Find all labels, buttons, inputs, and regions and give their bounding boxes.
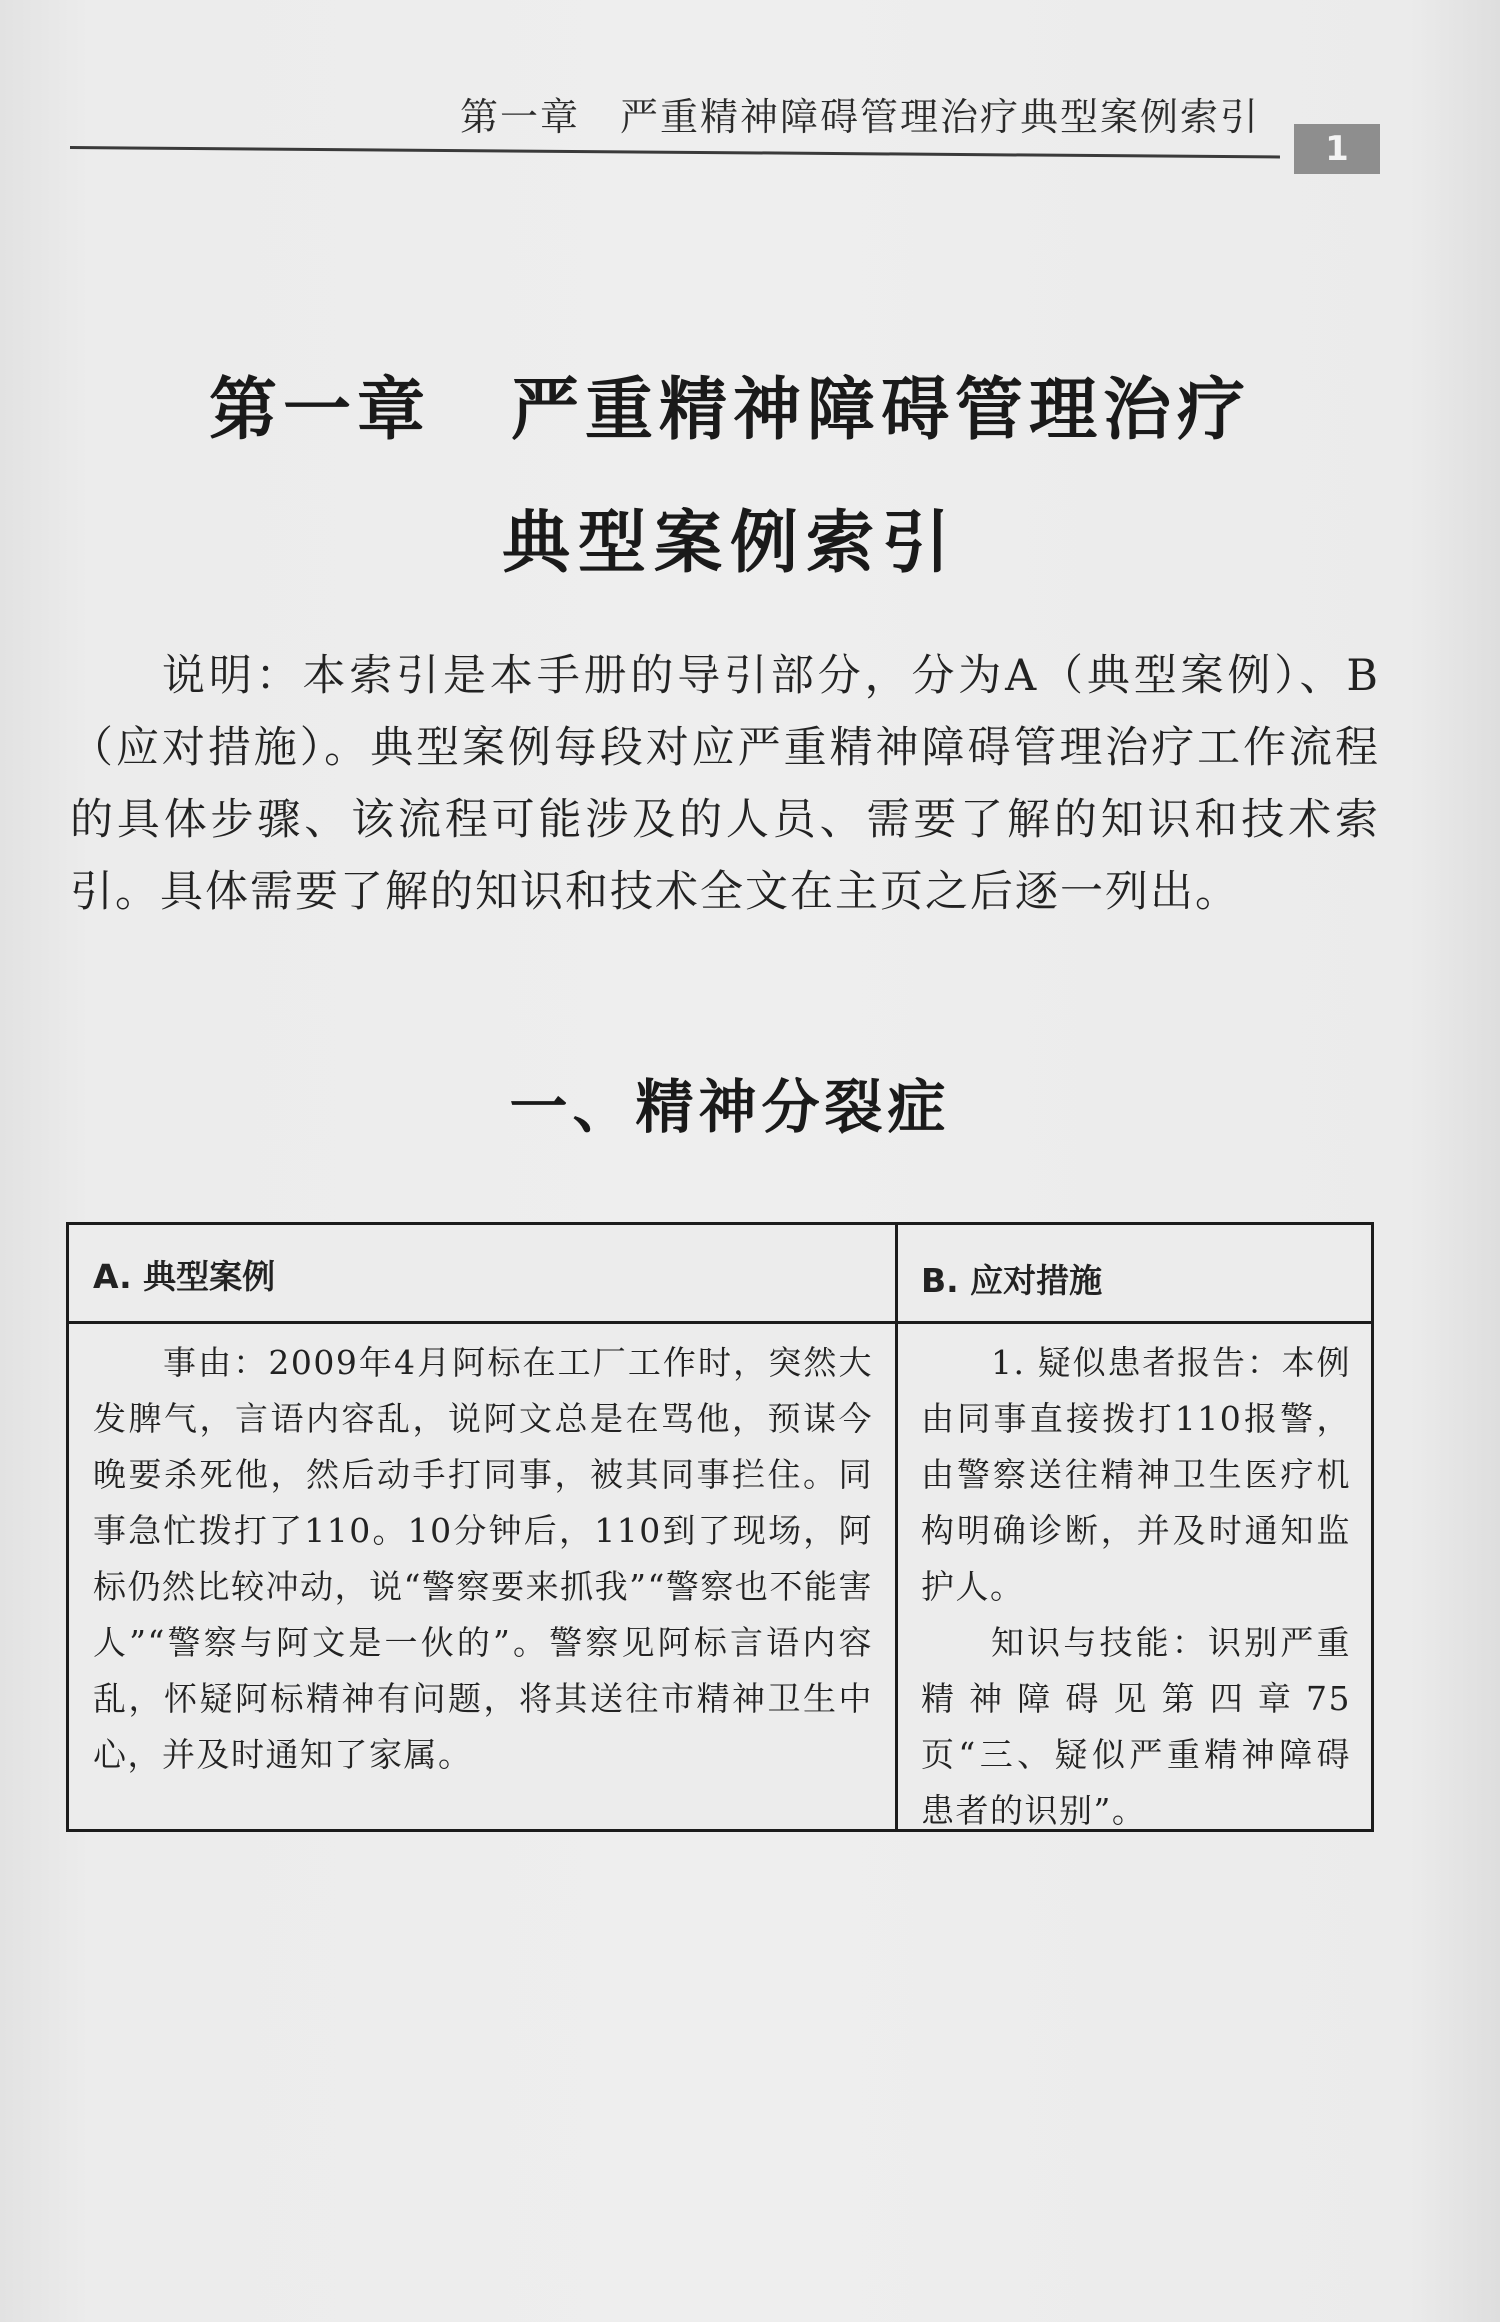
chapter-title-line2: 典型案例索引	[501, 504, 958, 583]
chapter-title-line1	[0, 356, 1460, 453]
page-number-badge: 1	[1294, 124, 1380, 174]
response-cell	[921, 1335, 1351, 1839]
table-column-rule	[895, 1225, 898, 1829]
chapter-title	[0, 356, 1460, 586]
table-header-response: B. 应对措施	[921, 1261, 1103, 1300]
header-rule	[70, 146, 1280, 159]
running-header-title: 第一章 严重精神障碍管理治疗典型案例索引	[459, 95, 1260, 139]
response-paragraph-report: 1. 疑似患者报告：本例由同事直接拨打110报警，由警察送往精神卫生医疗机构明确诊断，并及时通知监护人。	[921, 1343, 1351, 1606]
section-heading: 一、精神分裂症	[509, 1073, 951, 1141]
chapter-number: 第一章	[208, 371, 431, 450]
table-header-rule	[69, 1321, 1371, 1324]
table-header-typical-case: A. 典型案例	[93, 1257, 276, 1296]
case-description-cell: 事由：2009年4月阿标在工厂工作时，突然大发脾气，言语内容乱，说阿文总是在骂他，预谋今晚要杀死他，然后动手打同事，被其同事拦住。同事急忙拨打了110。10分钟后，110到了现场，阿标仍然比较冲动，说“警察要来抓我”“警察也不能害人”“警察与阿文是一伙的”。警察见阿标言语内容乱，怀疑阿标精神有问题，将其送往市精神卫生中心，并及时通知了家属。	[93, 1343, 873, 1774]
response-paragraph-knowledge: 知识与技能：识别严重精神障碍见第四章75页“三、疑似严重精神障碍患者的识别”。	[921, 1623, 1351, 1830]
chapter-title-main: 严重精神障碍管理治疗	[511, 371, 1252, 450]
case-table	[66, 1222, 1374, 1832]
intro-paragraph: 说明：本索引是本手册的导引部分，分为A（典型案例）、B（应对措施）。典型案例每段对应严重精神障碍管理治疗工作流程的具体步骤、该流程可能涉及的人员、需要了解的知识和技术索引。具体需要了解的知识和技术全文在主页之后逐一列出。	[70, 651, 1380, 917]
running-header	[70, 78, 1380, 168]
